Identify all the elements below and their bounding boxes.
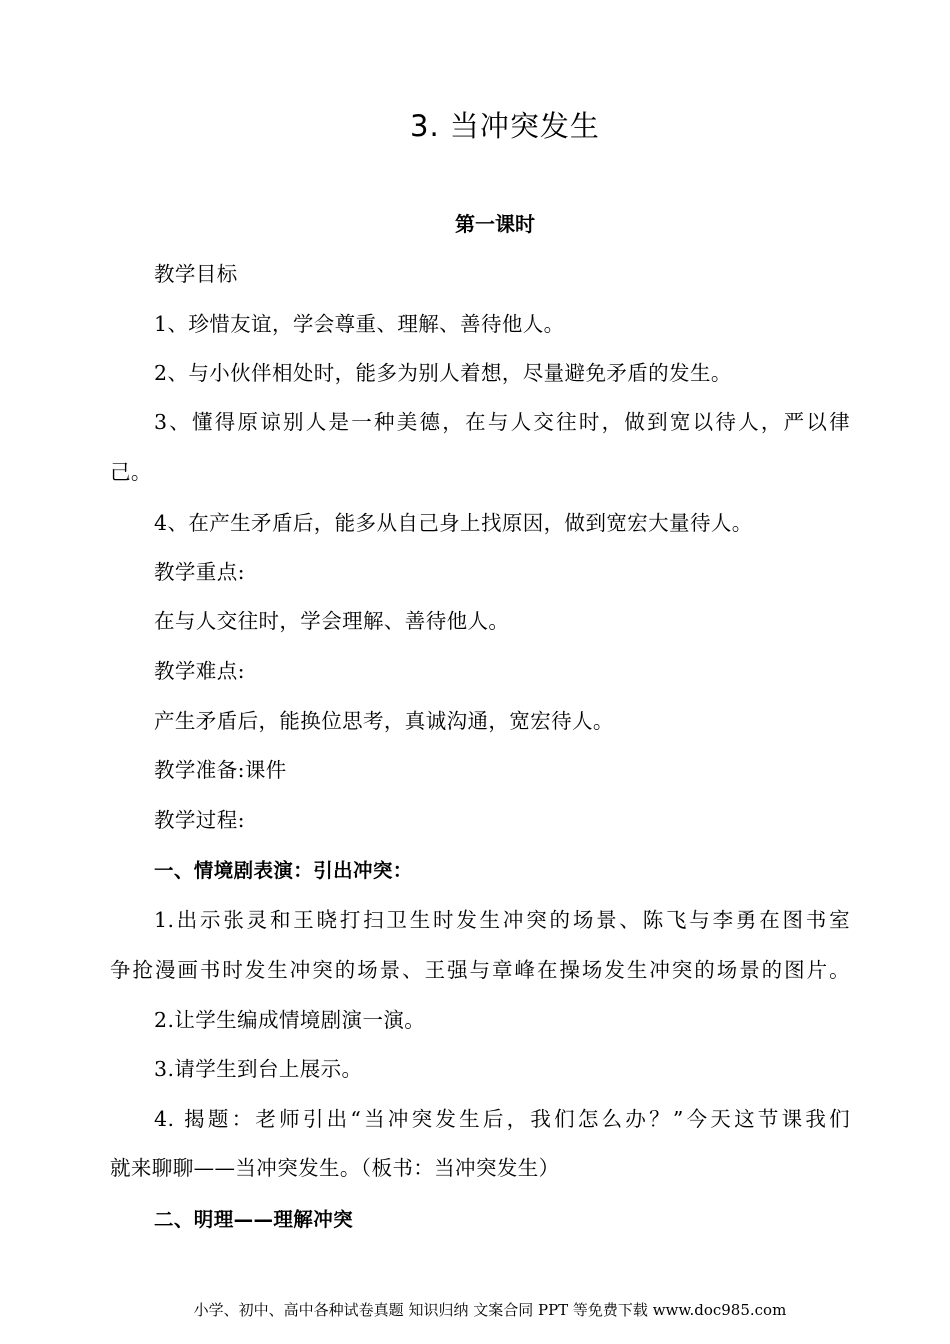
process-step: 2.让学生编成情境剧演一演。: [154, 1008, 426, 1032]
process-step: 1.出示张灵和王晓打扫卫生时发生冲突的场景、陈飞与李勇在图书室: [154, 908, 850, 932]
bold-heading-part-one: 一、情境剧表演：引出冲突：: [154, 859, 413, 882]
section-heading-difficulties: 教学难点:: [154, 659, 245, 683]
process-step-continued: 争抢漫画书时发生冲突的场景、王强与章峰在操场发生冲突的场景的图片。: [110, 958, 850, 982]
section-heading-objectives: 教学目标: [154, 262, 238, 286]
section-heading-preparation: 教学准备:课件: [154, 758, 287, 782]
process-step-continued: 就来聊聊——当冲突发生。（板书：当冲突发生）: [110, 1156, 560, 1180]
bold-heading-part-two: 二、明理——理解冲突: [154, 1208, 354, 1231]
process-step: 4. 揭题：老师引出“当冲突发生后，我们怎么办？”今天这节课我们: [154, 1107, 850, 1131]
objective-item: 4、在产生矛盾后，能多从自己身上找原因，做到宽宏大量待人。: [154, 511, 753, 535]
section-heading-key-points: 教学重点:: [154, 560, 245, 584]
section-heading-process: 教学过程:: [154, 808, 245, 832]
objective-item: 3、懂得原谅别人是一种美德，在与人交往时，做到宽以待人，严以律: [154, 410, 850, 434]
paragraph-text: 在与人交往时，学会理解、善待他人。: [154, 609, 510, 633]
paragraph-text: 产生矛盾后，能换位思考，真诚沟通，宽宏待人。: [154, 709, 614, 733]
objective-item: 2、与小伙伴相处时，能多为别人着想，尽量避免矛盾的发生。: [154, 361, 732, 385]
objective-item-continued: 己。: [110, 460, 152, 484]
page-title: 3. 当冲突发生: [410, 109, 600, 143]
objective-item: 1、珍惜友谊，学会尊重、理解、善待他人。: [154, 312, 565, 336]
page-footer: 小学、初中、高中各种试卷真题 知识归纳 文案合同 PPT 等免费下载 www.doc985.com: [193, 1301, 787, 1319]
lesson-subtitle: 第一课时: [455, 212, 535, 236]
process-step: 3.请学生到台上展示。: [154, 1057, 363, 1081]
